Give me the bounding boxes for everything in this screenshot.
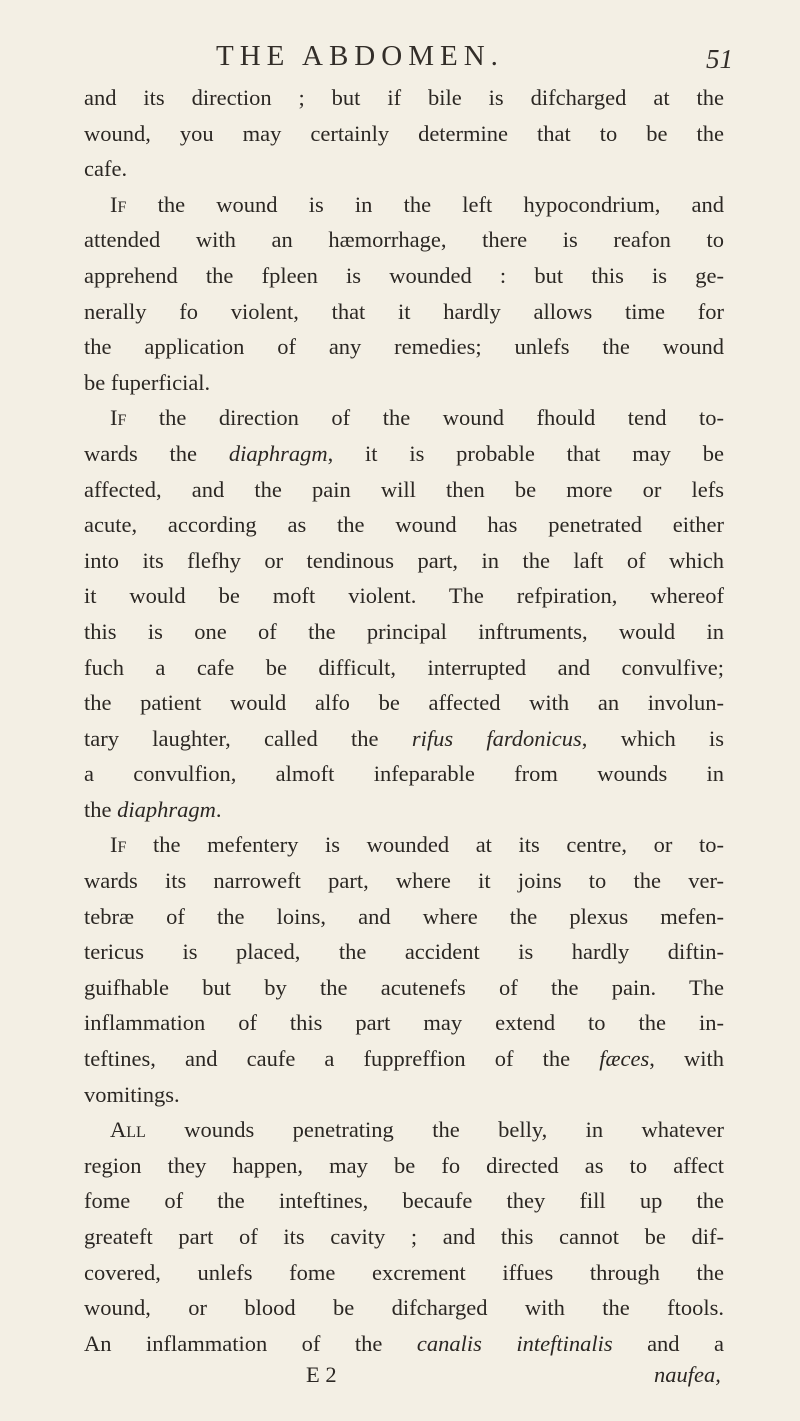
- text-line: [84, 1219, 724, 1255]
- italic-term: canalis inteftinalis: [416, 1330, 613, 1356]
- text-line: [84, 365, 724, 401]
- text-run: and a: [612, 1330, 725, 1356]
- text-line: [84, 685, 724, 721]
- text-run: fuch a cafe be difficult, interrupted and convulfive;: [84, 654, 724, 680]
- text-run: covered, unlefs fome excrement iffues through the: [84, 1259, 724, 1285]
- text-run: the mefentery is wounded at its centre, or to-: [126, 832, 724, 858]
- running-head: [0, 40, 800, 80]
- text-line: [84, 222, 724, 258]
- text-run: , with: [649, 1046, 724, 1072]
- text-run: tericus is placed, the accident is hardly diftin-: [84, 939, 724, 965]
- page-number: 51: [706, 44, 733, 74]
- text-run: wounds penetrating the belly, in whatever: [145, 1117, 724, 1143]
- text-line: [84, 1005, 724, 1041]
- running-title: THE ABDOMEN.: [216, 40, 504, 72]
- text-line: [84, 1112, 724, 1148]
- text-line: [84, 258, 724, 294]
- page-footer: [0, 1362, 800, 1398]
- text-line: [84, 721, 724, 757]
- text-run: guifhable but by the acutenefs of the pain. The: [84, 974, 724, 1000]
- paragraph-lead-word: If: [110, 191, 127, 217]
- text-run: cafe.: [84, 156, 128, 182]
- text-line: [84, 187, 724, 223]
- text-run: a convulfion, almoft infeparable from wounds in: [84, 761, 724, 787]
- text-run: the: [84, 796, 118, 822]
- text-line: [84, 151, 724, 187]
- text-line: [84, 1077, 724, 1113]
- text-run: vomitings.: [84, 1081, 180, 1107]
- text-run: , which is: [581, 725, 725, 751]
- text-run: inflammation of this part may extend to the in-: [84, 1010, 724, 1036]
- text-line: [84, 507, 724, 543]
- text-run: tebræ of the loins, and where the plexus mefen-: [84, 903, 724, 929]
- italic-term: rifus fardonicus: [411, 725, 582, 751]
- text-line: [84, 650, 724, 686]
- text-run: this is one of the principal inftruments, would in: [84, 618, 724, 644]
- text-line: [84, 614, 724, 650]
- text-run: the wound is in the left hypocondrium, and: [126, 191, 724, 217]
- italic-term: diaphragm: [228, 440, 328, 466]
- paragraph-lead-word: If: [110, 832, 127, 858]
- text-run: wound, you may certainly determine that to be the: [84, 120, 724, 146]
- text-line: [84, 578, 724, 614]
- text-run: be fuperficial.: [84, 369, 211, 395]
- text-run: fome of the inteftines, becaufe they fill up the: [84, 1188, 724, 1214]
- text-run: wards its narroweft part, where it joins to the ver-: [84, 868, 724, 894]
- text-line: [84, 329, 724, 365]
- text-line: [84, 899, 724, 935]
- text-run: attended with an hæmorrhage, there is reafon to: [84, 227, 724, 253]
- text-line: [84, 294, 724, 330]
- text-line: [84, 1290, 724, 1326]
- text-line: [84, 756, 724, 792]
- text-line: [84, 863, 724, 899]
- text-run: wards the: [84, 440, 229, 466]
- paragraph-lead-word: If: [110, 405, 127, 431]
- paragraph-lead-word: All: [110, 1117, 146, 1143]
- text-line: [84, 1041, 724, 1077]
- text-run: and its direction ; but if bile is difcharged at the: [84, 85, 724, 110]
- text-line: [84, 792, 724, 828]
- text-run: affected, and the pain will then be more or lefs: [84, 476, 724, 502]
- text-line: [84, 1326, 724, 1362]
- text-run: apprehend the fpleen is wounded : but this is ge-: [84, 262, 724, 288]
- text-line: [84, 116, 724, 152]
- text-line: [84, 472, 724, 508]
- text-run: tary laughter, called the: [84, 725, 412, 751]
- text-run: , it is probable that may be: [327, 440, 724, 466]
- signature-mark: E 2: [306, 1362, 337, 1387]
- body-text: [84, 80, 724, 1361]
- text-run: nerally fo violent, that it hardly allows time for: [84, 298, 724, 324]
- text-line: [84, 543, 724, 579]
- text-run: the patient would alfo be affected with an involun-: [84, 690, 724, 716]
- text-run: the direction of the wound fhould tend to-: [126, 405, 724, 431]
- text-run: An inflammation of the: [84, 1330, 417, 1356]
- text-run: greateft part of its cavity ; and this cannot be dif-: [84, 1224, 724, 1249]
- text-run: teftines, and caufe a fuppreffion of the: [84, 1046, 600, 1072]
- text-line: [84, 934, 724, 970]
- text-line: [84, 1148, 724, 1184]
- text-run: acute, according as the wound has penetrated either: [84, 512, 724, 538]
- text-run: the application of any remedies; unlefs the wound: [84, 334, 724, 360]
- text-line: [84, 1255, 724, 1291]
- text-line: [84, 970, 724, 1006]
- catchword: naufea,: [654, 1362, 721, 1387]
- text-line: [84, 1183, 724, 1219]
- text-run: into its flefhy or tendinous part, in the laft of which: [84, 547, 724, 573]
- text-line: [84, 827, 724, 863]
- italic-term: diaphragm: [117, 796, 216, 822]
- text-line: [84, 400, 724, 436]
- italic-term: fæces: [599, 1046, 650, 1072]
- text-run: it would be moft violent. The refpiration, whereof: [84, 583, 724, 609]
- text-line: [84, 80, 724, 116]
- text-run: region they happen, may be fo directed as to affect: [84, 1152, 724, 1178]
- text-line: [84, 436, 724, 472]
- text-run: .: [215, 796, 222, 822]
- text-run: wound, or blood be difcharged with the ftools.: [84, 1295, 724, 1321]
